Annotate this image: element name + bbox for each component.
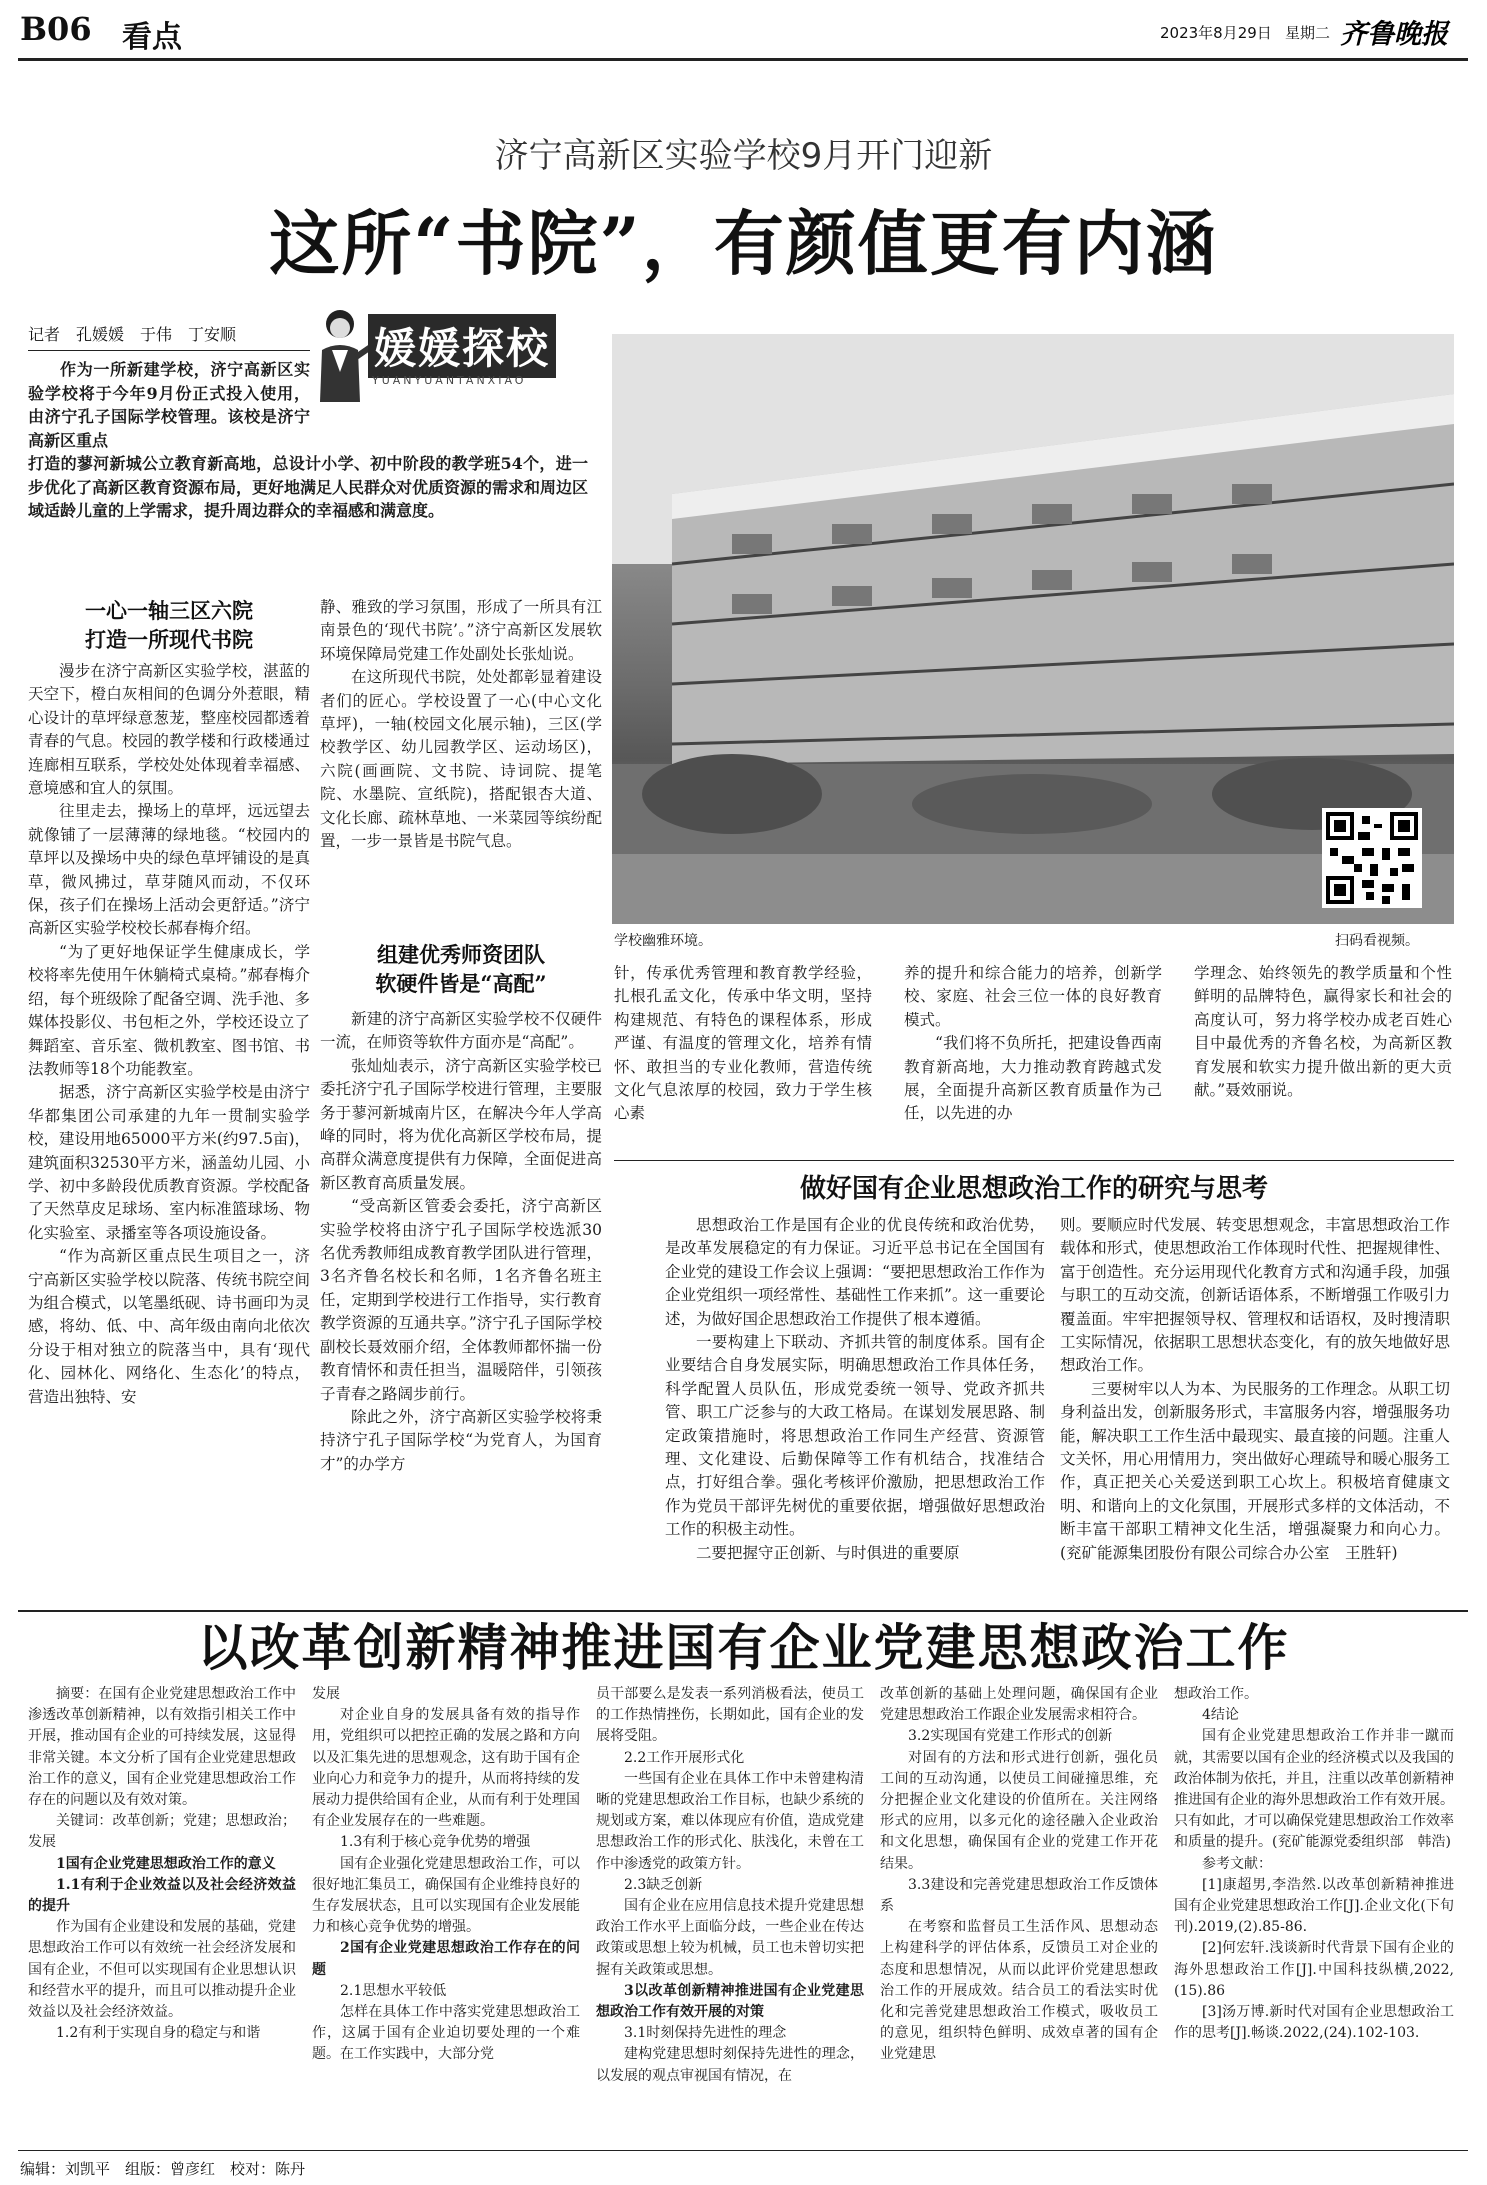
byline-rule <box>28 350 310 351</box>
article3-column-5: 想政治工作。 4结论 国有企业党建思想政治工作并非一蹴而就，其需要以国有企业的经济模式以及我国的政治体制为依托，并且，注重以改革创新精神推进国有企业的海外思想政治工作有效开展。只有如此，才可以确保党建思想政治工作效率和质量的提升。(兖矿能源党委组织部 韩浩) 参考文献： [1]康超男,李浩然.以改革创新精神推进国有企业党建思想政治工作[J].企业文化(下旬刊).2019,(2).85-86. [2]何宏轩.浅谈新时代背景下国有企业的海外思想政治工作[J].中国科技纵横,2022,(15).86 [3]汤万博.新时代对国有企业思想政治工作的思考[J].畅谈.2022,(24).102-103. <box>1174 1686 1454 2042</box>
article1-lead-rest: 打造的蓼河新城公立教育新高地，总设计小学、初中阶段的教学班54个，进一步优化了高新区教育资源布局，更好地满足人民群众对优质资源的需求和周边区域适龄儿童的上学需求，提升周边群众的幸福感和满意度。 <box>28 454 588 520</box>
header-rule <box>18 58 1468 61</box>
photo-caption: 学校幽雅环境。 <box>614 933 712 949</box>
footer-credits: 编辑：刘凯平 组版：曾彦红 校对：陈丹 <box>20 2160 306 2178</box>
article3-column-1: 摘要：在国有企业党建思想政治工作中渗透改革创新精神，以有效指引相关工作中开展，推动国有企业的可持续发展，这显得非常关键。本文分析了国有企业党建思想政治工作的意义，国有企业党建思想政治工作存在的问题以及有效对策。 关键词：改革创新；党建；思想政治；发展 1国有企业党建思想政治工作的意义 1.1有利于企业效益以及社会经济效益的提升 作为国有企业建设和发展的基础，党建思想政治工作可以有效统一社会经济发展和国有企业，不但可以实现国有企业思想认识和经营水平的提升，而且可以推动提升企业效益以及社会经济效益。 1.2有利于实现自身的稳定与和谐 <box>28 1686 296 2042</box>
qr-caption: 扫码看视频。 <box>1335 933 1419 949</box>
newspaper-logo: 齐鲁晚报 <box>1340 19 1448 50</box>
article3-top-rule <box>18 1610 1468 1612</box>
article2-column-a: 思想政治工作是国有企业的优良传统和政治优势，是改革发展稳定的有力保证。习近平总书记在全国国有企业党的建设工作会议上强调：“要把思想政治工作作为企业党组织一项经常性、基础性工作来抓”。这一重要论述，为做好国企思想政治工作提供了根本遵循。 一要构建上下联动、齐抓共管的制度体系。国有企业要结合自身发展实际，明确思想政治工作具体任务，科学配置人员队伍，形成党委统一领导、党政齐抓共管、职工广泛参与的大政工格局。在谋划发展思路、制定政策措施时，将思想政治工作同生产经营、资源管理、文化建设、后勤保障等工作有机结合，找准结合点，打好组合拳。强化考核评价激励，把思想政治工作作为党员干部评先树优的重要依据，增强做好思想政治工作的积极主动性。 二要把握守正创新、与时俱进的重要原 <box>665 1216 1045 1562</box>
column-label-pinyin: YUANYUANTANXIAO <box>372 374 527 387</box>
article3-column-2: 发展 对企业自身的发展具备有效的指导作用，党组织可以把控正确的发展之路和方向以及汇集先进的思想观念，这有助于国有企业向心力和竞争力的提升，从而将持续的发展动力提供给国有企业，从而有利于处理国有企业发展存在的一些难题。 1.3有利于核心竞争优势的增强 国有企业强化党建思想政治工作，可以很好地汇集员工，确保国有企业维持良好的生存发展状态，且可以实现国有企业发展能力和核心竞争优势的增强。 2国有企业党建思想政治工作存在的问题 2.1思想水平较低 怎样在具体工作中落实党建思想政治工作，这属于国有企业迫切要处理的一个难题。在工作实践中，大部分党 <box>312 1686 580 2063</box>
article1-subhead-1: 一心一轴三区六院 打造一所现代书院 <box>85 598 253 652</box>
page-code: B06 <box>20 10 92 48</box>
article2-top-rule <box>614 1160 1454 1161</box>
column-label: 媛媛探校 <box>368 314 556 378</box>
article1-column-2a: 静、雅致的学习氛围，形成了一所具有江南景色的‘现代书院’。”济宁高新区发展软环境保障局党建工作处副处长张灿说。 在这所现代书院，处处都彰显着建设者们的匠心。学校设置了一心(中心文化草坪)，一轴(校园文化展示轴)，三区(学校教学区、幼儿园教学区、运动场区)，六院(画画院、文书院、诗词院、提笔院、水墨院、宣纸院)，搭配银杏大道、文化长廊、疏林草地、一米菜园等缤纷配置，一步一景皆是书院气息。 <box>320 598 602 851</box>
column-logo <box>310 302 570 412</box>
article1-column-4: 养的提升和综合能力的培养，创新学校、家庭、社会三位一体的良好教育模式。 “我们将不负所托，把建设鲁西南教育新高地，大力推动教育跨越式发展，全面提升高新区教育质量作为己任，以先进的办 <box>904 964 1162 1123</box>
article3-title: 以改革创新精神推进国有企业党建思想政治工作 <box>197 1618 1290 1677</box>
qr-code-icon <box>1326 812 1418 904</box>
article1-subhead-2: 组建优秀师资团队 软硬件皆是“高配” <box>375 942 547 996</box>
article1-title: 这所“书院”，有颜值更有内涵 <box>269 202 1218 285</box>
article1-column-3: 针，传承优秀管理和教育教学经验，扎根孔孟文化，传承中华文明，坚持构建规范、有特色的课程体系，形成严谨、有温度的管理文化，培养有情怀、敢担当的专业化教师，营造传统文化气息浓厚的校园，致力于学生核心素 <box>614 964 872 1123</box>
issue-date: 2023年8月29日 <box>1160 24 1272 42</box>
section-name: 看点 <box>122 20 182 55</box>
article3-column-3: 员干部要么是发表一系列消极看法，使员工的工作热情挫伤，长期如此，国有企业的发展将受阻。 2.2工作开展形式化 一些国有企业在具体工作中未曾建构清晰的党建思想政治工作目标，也缺少系统的规划或方案，难以体现应有价值，造成党建思想政治工作的形式化、肤浅化，未曾在工作中渗透党的政策方针。 2.3缺乏创新 国有企业在应用信息技术提升党建思想政治工作水平上面临分歧，一些企业在传达政策或思想上较为机械，员工也未曾切实把握有关政策或思想。 3以改革创新精神推进国有企业党建思想政治工作有效开展的对策 3.1时刻保持先进性的理念 建构党建思想时刻保持先进性的理念，以发展的观点审视国有情况，在 <box>596 1686 864 2084</box>
article1-lead-first: 作为一所新建学校，济宁高新区实验学校将于今年9月份正式投入使用，由济宁孔子国际学校管理。该校是济宁高新区重点 <box>28 360 310 450</box>
article1-column-5: 学理念、始终领先的教学质量和个性鲜明的品牌特色，赢得家长和社会的高度认可，努力将学校办成老百姓心目中最优秀的齐鲁名校，为高新区教育发展和软实力提升做出新的更大贡献。”聂效丽说。 <box>1194 964 1452 1100</box>
footer-rule <box>18 2150 1468 2151</box>
article1-kicker: 济宁高新区实验学校9月开门迎新 <box>494 136 993 176</box>
article2-title: 做好国有企业思想政治工作的研究与思考 <box>799 1174 1268 1204</box>
article2-column-b: 则。要顺应时代发展、转变思想观念，丰富思想政治工作载体和形式，使思想政治工作体现时代性、把握规律性、富于创造性。充分运用现代化教育方式和沟通手段，加强与职工的互动交流，创新话语体系，不断增强工作吸引力覆盖面。牢牢把握领导权、管理权和话语权，及时搜清职工实际情况，依据职工思想状态变化，有的放矢地做好思想政治工作。 三要树牢以人为本、为民服务的工作理念。从职工切身利益出发，创新服务形式，丰富服务内容，增强服务功能，解决职工工作生活中最现实、最直接的问题。注重人文关怀，用心用情用力，突出做好心理疏导和暖心服务工作，真正把关心关爱送到职工心坎上。积极培育健康文明、和谐向上的文化氛围，开展形式多样的文体活动，不断丰富干部职工精神文化生活，增强凝聚力和向心力。(兖矿能源集团股份有限公司综合办公室 王胜轩) <box>1060 1216 1450 1562</box>
article1-column-1: 漫步在济宁高新区实验学校，湛蓝的天空下，橙白灰相间的色调分外惹眼，精心设计的草坪绿意葱茏，整座校园都透着青春的气息。校园的教学楼和行政楼通过连廊相互联系，学校处处体现着幸福感、意境感和宜人的氛围。 往里走去，操场上的草坪，远远望去就像铺了一层薄薄的绿地毯。“校园内的草坪以及操场中央的绿色草坪铺设的是真草，微风拂过，草芽随风而动，不仅环保，孩子们在操场上活动会更舒适。”济宁高新区实验学校校长郝春梅介绍。 “为了更好地保证学生健康成长，学校将率先使用午休躺椅式桌椅。”郝春梅介绍，每个班级除了配备空调、洗手池、多媒体投影仪、书包柜之外，学校还设立了舞蹈室、音乐室、微机教室、图书馆、书法教师等18个功能教室。 据悉，济宁高新区实验学校是由济宁华都集团公司承建的九年一贯制实验学校，建设用地65000平方米(约97.5亩)，建筑面积32530平方米，涵盖幼儿园、小学、初中多龄段优质教育资源。学校配备了天然草皮足球场、室内标准篮球场、物化实验室、录播室等各项设施设备。 “作为高新区重点民生项目之一，济宁高新区实验学校以院落、传统书院空间为组合模式，以笔墨纸砚、诗书画印为灵感，将幼、低、中、高年级由南向北依次分设于相对独立的院落当中，具有‘现代化、园林化、网络化、生态化’的特点，营造出独特、安 <box>28 662 310 1406</box>
page-header <box>0 0 1487 60</box>
article3-column-4: 改革创新的基础上处理问题，确保国有企业党建思想政治工作跟企业发展需求相符合。 3.2实现国有党建工作形式的创新 对固有的方法和形式进行创新，强化员工间的互动沟通，以使员工间碰撞思维，充分把握企业文化建设的价值所在。关注网络形式的应用，以多元化的途径融入企业政治和文化思想，确保国有企业的党建工作开花结果。 3.3建设和完善党建思想政治工作反馈体系 在考察和监督员工生活作风、思想动态上构建科学的评估体系，反馈员工对企业的态度和思想情况，从而以此评价党建思想政治工作的开展成效。结合员工的看法实时优化和完善党建思想政治工作模式，吸收员工的意见，组织特色鲜明、成效卓著的国有企业党建思 <box>880 1686 1158 2063</box>
article1-byline: 记者 孔媛媛 于伟 丁安顺 <box>28 325 237 344</box>
qr-code[interactable] <box>1322 808 1422 908</box>
reporter-figure-icon <box>310 302 370 412</box>
article1-column-2b: 新建的济宁高新区实验学校不仅硬件一流，在师资等软件方面亦是“高配”。 张灿灿表示，济宁高新区实验学校已委托济宁孔子国际学校进行管理，主要服务于蓼河新城南片区，在解决今年人学高峰的同时，将为优化高新区学校布局，提高群众满意度提供有力保障，全面促进高新区教育高质量发展。 “受高新区管委会委托，济宁高新区实验学校将由济宁孔子国际学校选派30名优秀教师组成教育教学团队进行管理，3名齐鲁名校长和名师，1名齐鲁名班主任，定期到学校进行工作指导，实行教育教学资源的互通共享。”济宁孔子国际学校副校长聂效丽介绍，全体教师都怀揣一份教育情怀和责任担当，温暖陪伴，引领孩子青春之路阔步前行。 除此之外，济宁高新区实验学校将秉持济宁孔子国际学校“为党育人，为国育才”的办学方 <box>320 1010 602 1473</box>
issue-weekday: 星期二 <box>1285 24 1331 42</box>
